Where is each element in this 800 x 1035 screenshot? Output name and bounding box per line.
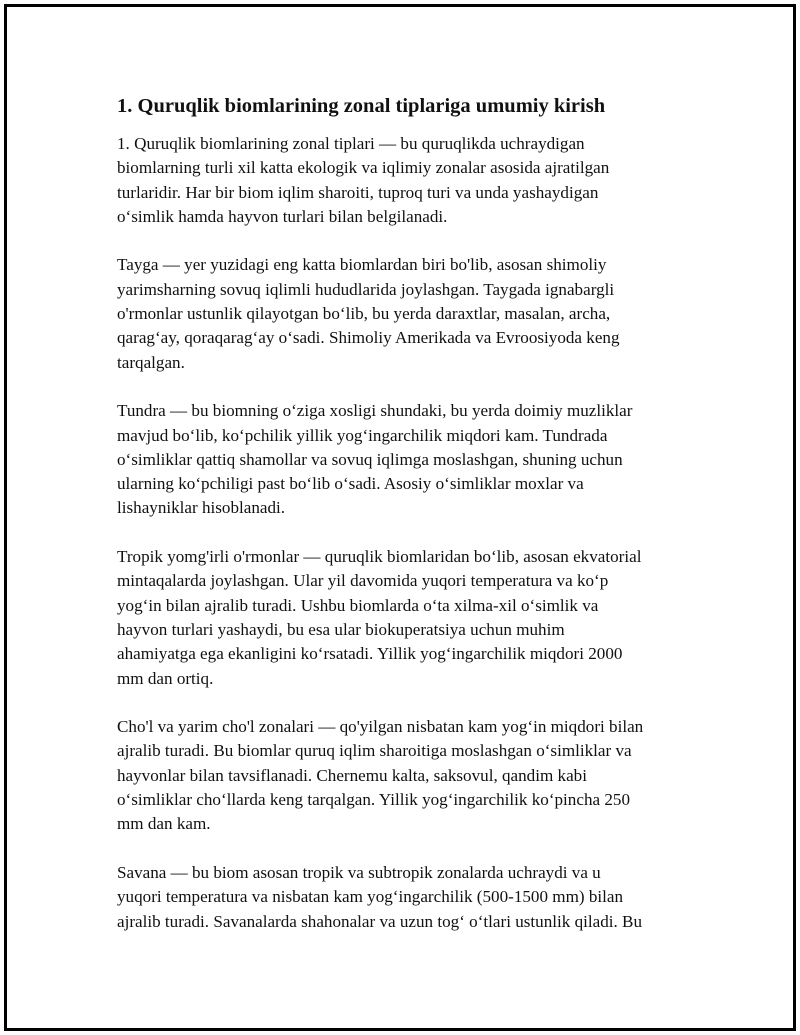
text-line: Cho'l va yarim cho'l zonalari — qo'yilgan nisbatan kam yog‘in miqdori bilan <box>117 717 644 737</box>
text-line: yog‘in bilan ajralib turadi. Ushbu biomlarda o‘ta xilma-xil o‘simlik va <box>117 595 599 615</box>
text-line: lishayniklar hisoblanadi. <box>117 498 286 518</box>
text-line: turlaridir. Har bir biom iqlim sharoiti, tuproq turi va unda yashaydigan <box>117 182 599 202</box>
paragraph-savanna <box>117 861 695 934</box>
text-line: ularning ko‘pchiligi past bo‘lib o‘sadi. Asosiy o‘simliklar moxlar va <box>117 474 584 494</box>
text-line: o‘simlik hamda hayvon turlari bilan belgilanadi. <box>117 206 448 226</box>
paragraph-tundra <box>117 399 695 520</box>
text-line: Savana — bu biom asosan tropik va subtropik zonalarda uchraydi va u <box>117 862 601 882</box>
text-line: Tundra — bu biomning o‘ziga xosligi shundaki, bu yerda doimiy muzliklar <box>117 401 633 421</box>
text-line: ahamiyatga ega ekanligini ko‘rsatadi. Yillik yog‘ingarchilik miqdori 2000 <box>117 644 623 664</box>
text-line: hayvonlar bilan tavsiflanadi. Chernemu kalta, saksovul, qandim kabi <box>117 765 587 785</box>
text-line: mm dan kam. <box>117 814 211 834</box>
text-line: Tayga — yer yuzidagi eng katta biomlardan biri bo'lib, asosan shimoliy <box>117 255 607 275</box>
text-line: ajralib turadi. Bu biomlar quruq iqlim sharoitiga moslashgan o‘simliklar va <box>117 741 632 761</box>
text-line: mintaqalarda joylashgan. Ular yil davomida yuqori temperatura va ko‘p <box>117 571 609 591</box>
document-body <box>117 92 695 958</box>
paragraph-tropical-forests <box>117 545 695 691</box>
text-line: ajralib turadi. Savanalarda shahonalar va uzun tog‘ o‘tlari ustunlik qiladi. Bu <box>117 911 643 931</box>
text-line: qarag‘ay, qoraqarag‘ay o‘sadi. Shimoliy Amerikada va Evroosiyoda keng <box>117 328 620 348</box>
text-line: o‘simliklar cho‘llarda keng tarqalgan. Yillik yog‘ingarchilik ko‘pincha 250 <box>117 790 630 810</box>
paragraph-intro <box>117 132 695 229</box>
document-heading: 1. Quruqlik biomlarining zonal tiplariga umumiy kirish <box>117 95 606 117</box>
text-line: tarqalgan. <box>117 352 185 372</box>
paragraph-tayga <box>117 253 695 374</box>
text-line: biomlarning turli xil katta ekologik va iqlimiy zonalar asosida ajratilgan <box>117 158 610 178</box>
text-line: Tropik yomg'irli o'rmonlar — quruqlik biomlaridan bo‘lib, asosan ekvatorial <box>117 547 642 567</box>
text-line: 1. Quruqlik biomlarining zonal tiplari — bu quruqlikda uchraydigan <box>117 134 585 153</box>
text-line: yuqori temperatura va nisbatan kam yog‘ingarchilik (500-1500 mm) bilan <box>117 887 624 907</box>
text-line: mavjud bo‘lib, ko‘pchilik yillik yog‘ingarchilik miqdori kam. Tundrada <box>117 425 608 445</box>
text-line: mm dan ortiq. <box>117 668 214 688</box>
text-line: o‘simliklar qattiq shamollar va sovuq iqlimga moslashgan, shuning uchun <box>117 449 623 469</box>
text-line: hayvon turlari yashaydi, bu esa ular biokuperatsiya uchun muhim <box>117 619 565 639</box>
text-line: yarimsharning sovuq iqlimli hududlarida joylashgan. Taygada ignabargli <box>117 279 615 299</box>
text-line: o'rmonlar ustunlik qilayotgan bo‘lib, bu yerda daraxtlar, masalan, archa, <box>117 304 611 324</box>
paragraph-deserts <box>117 715 695 836</box>
